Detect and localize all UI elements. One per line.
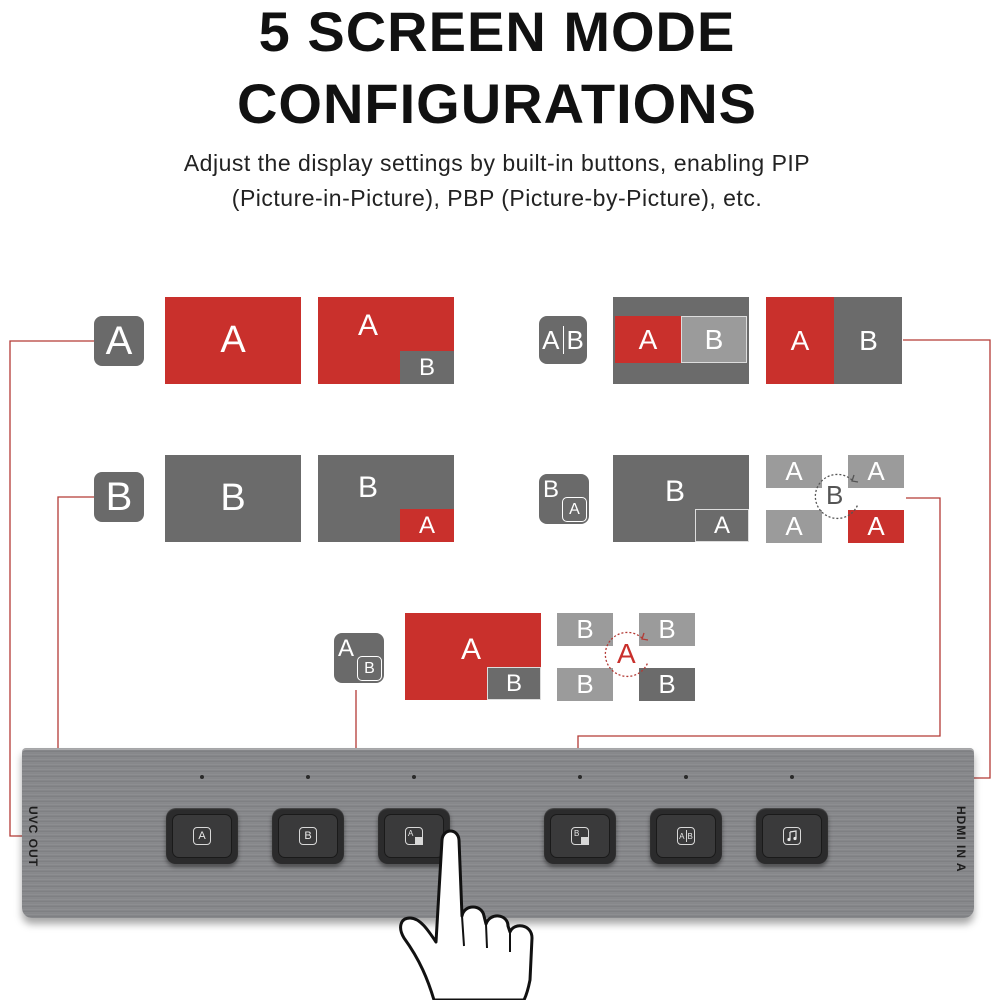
hand-pointer-icon (390, 820, 580, 1000)
mode-ab-split: A B (766, 297, 902, 384)
led-a-pip-b (412, 775, 416, 779)
mode-key-b: B (94, 472, 144, 522)
button-audio[interactable] (756, 808, 828, 864)
mode-b-pip-a-preview: B A (613, 455, 749, 542)
button-source-b[interactable] (272, 808, 344, 864)
mode-key-b-pip-a: B A (539, 474, 589, 524)
mode-b-pip: B A (318, 455, 454, 542)
hdmi-in-a-port-label: HDMI IN A (954, 806, 968, 873)
subtitle-line1: Adjust the display settings by built-in buttons, enabling PIP (183, 150, 811, 176)
led-ab (684, 775, 688, 779)
cycle-cell-b2: B (639, 613, 695, 646)
cycle-cell-b3: B (557, 668, 613, 701)
cycle-cell-a3: A (766, 510, 822, 543)
cycle-cell-a2: A (848, 455, 904, 488)
cycle-center-a: A (617, 638, 636, 669)
cycle-cell-a1: A (766, 455, 822, 488)
mode-key-ab: A B (539, 316, 587, 364)
b-icon: B (299, 827, 317, 845)
page-title-line2: CONFIGURATIONS (236, 72, 758, 135)
cycle-cell-b1: B (557, 613, 613, 646)
led-audio (790, 775, 794, 779)
mode-ab-letterbox: A B (613, 297, 749, 384)
cycle-cell-a4: A (848, 510, 904, 543)
led-a (200, 775, 204, 779)
subtitle-line2: (Picture-in-Picture), PBP (Picture-by-Picture), etc. (231, 185, 763, 211)
mode-a-pip: A B (318, 297, 454, 384)
mode-a-pip-b-preview: A B (405, 613, 541, 700)
ab-split-icon: A B (677, 827, 695, 845)
mode-key-a-pip-b: A B (334, 633, 384, 683)
audio-icon (783, 827, 801, 845)
uvc-out-port-label: UVC OUT (26, 806, 40, 867)
cycle-center-b: B (826, 480, 844, 510)
mode-a-full: A (165, 297, 301, 384)
a-pip-b-icon: A (405, 827, 423, 845)
mode-b-full: B (165, 455, 301, 542)
mode-key-a: A (94, 316, 144, 366)
a-icon: A (193, 827, 211, 845)
b-pip-a-icon: B (571, 827, 589, 845)
led-b-pip-a (578, 775, 582, 779)
led-b (306, 775, 310, 779)
page-title-line1: 5 SCREEN MODE (258, 0, 736, 63)
button-source-a[interactable] (166, 808, 238, 864)
button-ab-split[interactable] (650, 808, 722, 864)
cycle-cell-b4: B (639, 668, 695, 701)
